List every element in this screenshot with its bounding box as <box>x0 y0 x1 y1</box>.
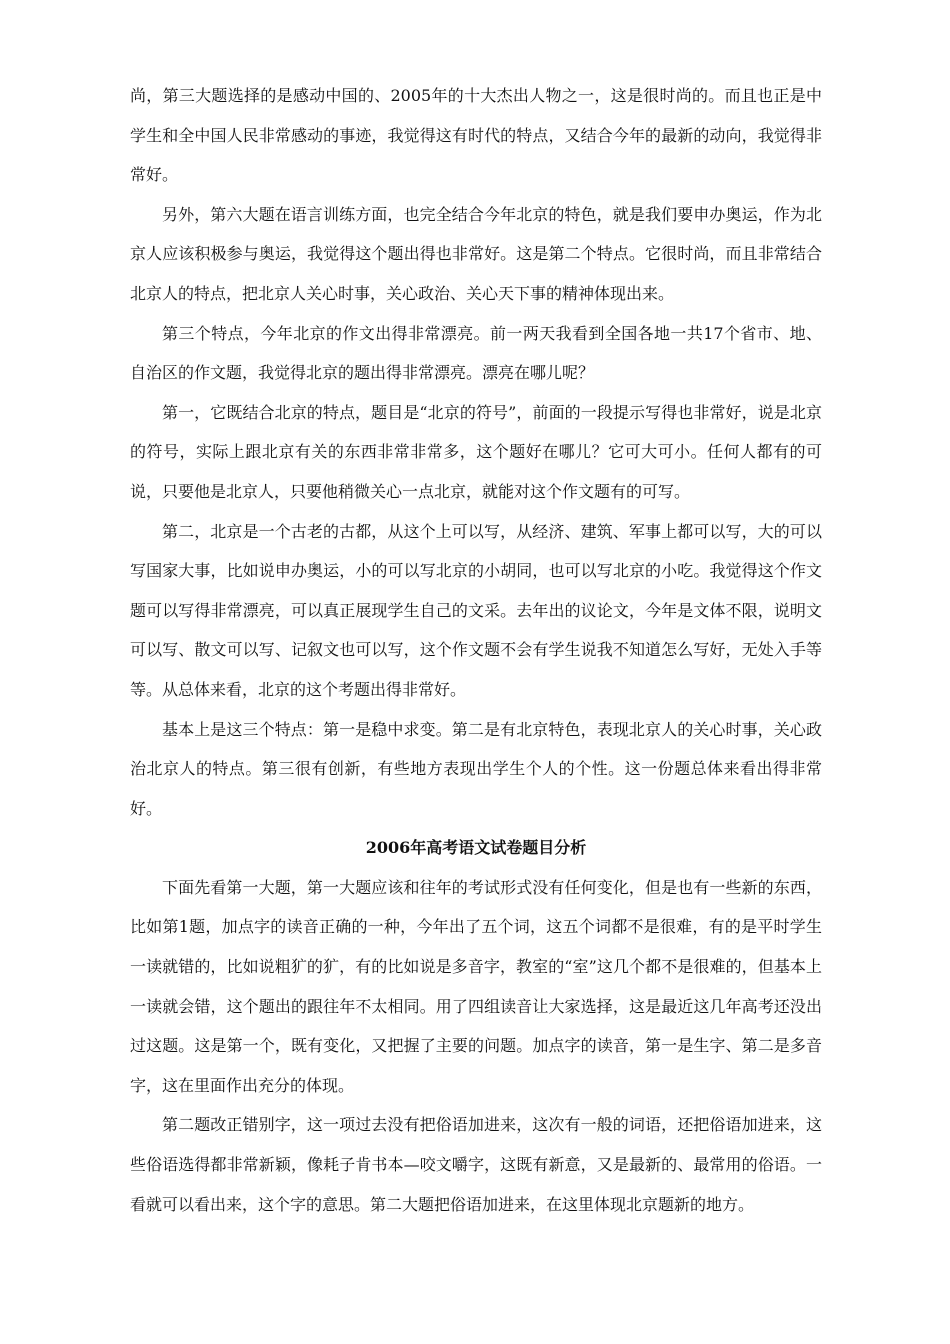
paragraph-continuation: 尚，第三大题选择的是感动中国的、2005年的十大杰出人物之一，这是很时尚的。而且也正是中学生和全中国人民非常感动的事迹，我觉得这有时代的特点，又结合今年的最新的动向，我觉得非常好。 <box>130 86 822 185</box>
paragraph: 基本上是这三个特点：第一是稳中求变。第二是有北京特色，表现北京人的关心时事，关心政治北京人的特点。第三很有创新，有些地方表现出学生个人的个性。这一份题总体来看出得非常好。 <box>130 719 822 818</box>
section-heading: 2006年高考语文试卷题目分析 <box>365 838 587 858</box>
paragraph: 第三个特点，今年北京的作文出得非常漂亮。前一两天我看到全国各地一共17个省市、地、自治区的作文题，我觉得北京的题出得非常漂亮。漂亮在哪儿呢？ <box>130 323 822 383</box>
document-page <box>130 76 822 1224</box>
paragraph: 第一，它既结合北京的特点，题目是“北京的符号”，前面的一段提示写得也非常好，说是北京的符号，实际上跟北京有关的东西非常非常多，这个题好在哪儿？它可大可小。任何人都有的可说，只要他是北京人，只要他稍微关心一点北京，就能对这个作文题有的可写。 <box>130 402 822 501</box>
paragraph: 第二，北京是一个古老的古都，从这个上可以写，从经济、建筑、军事上都可以写，大的可以写国家大事，比如说申办奥运，小的可以写北京的小胡同，也可以写北京的小吃。我觉得这个作文题可以写得非常漂亮，可以真正展现学生自己的文采。去年出的议论文，今年是文体不限，说明文可以写、散文可以写、记叙文也可以写，这个作文题不会有学生说我不知道怎么写好，无处入手等等。从总体来看，北京的这个考题出得非常好。 <box>130 521 822 699</box>
paragraph: 第二题改正错别字，这一项过去没有把俗语加进来，这次有一般的词语，还把俗语加进来，这些俗语选得都非常新颖，像耗子肯书本—咬文嚼字，这既有新意，又是最新的、最常用的俗语。一看就可以看出来，这个字的意思。第二大题把俗语加进来，在这里体现北京题新的地方。 <box>130 1115 822 1214</box>
paragraph: 另外，第六大题在语言训练方面，也完全结合今年北京的特色，就是我们要申办奥运，作为北京人应该积极参与奥运，我觉得这个题出得也非常好。这是第二个特点。它很时尚，而且非常结合北京人的特点，把北京人关心时事，关心政治、关心天下事的精神体现出来。 <box>130 204 822 303</box>
paragraph: 下面先看第一大题，第一大题应该和往年的考试形式没有任何变化，但是也有一些新的东西，比如第1题，加点字的读音正确的一种，今年出了五个词，这五个词都不是很难，有的是平时学生一读就错的，比如说粗犷的犷，有的比如说是多音字，教室的“室”这几个都不是很难的，但基本上一读就会错，这个题出的跟往年不太相同。用了四组读音让大家选择，这是最近这几年高考还没出过这题。这是第一个，既有变化，又把握了主要的问题。加点字的读音，第一是生字、第二是多音字，这在里面作出充分的体现。 <box>130 877 822 1095</box>
